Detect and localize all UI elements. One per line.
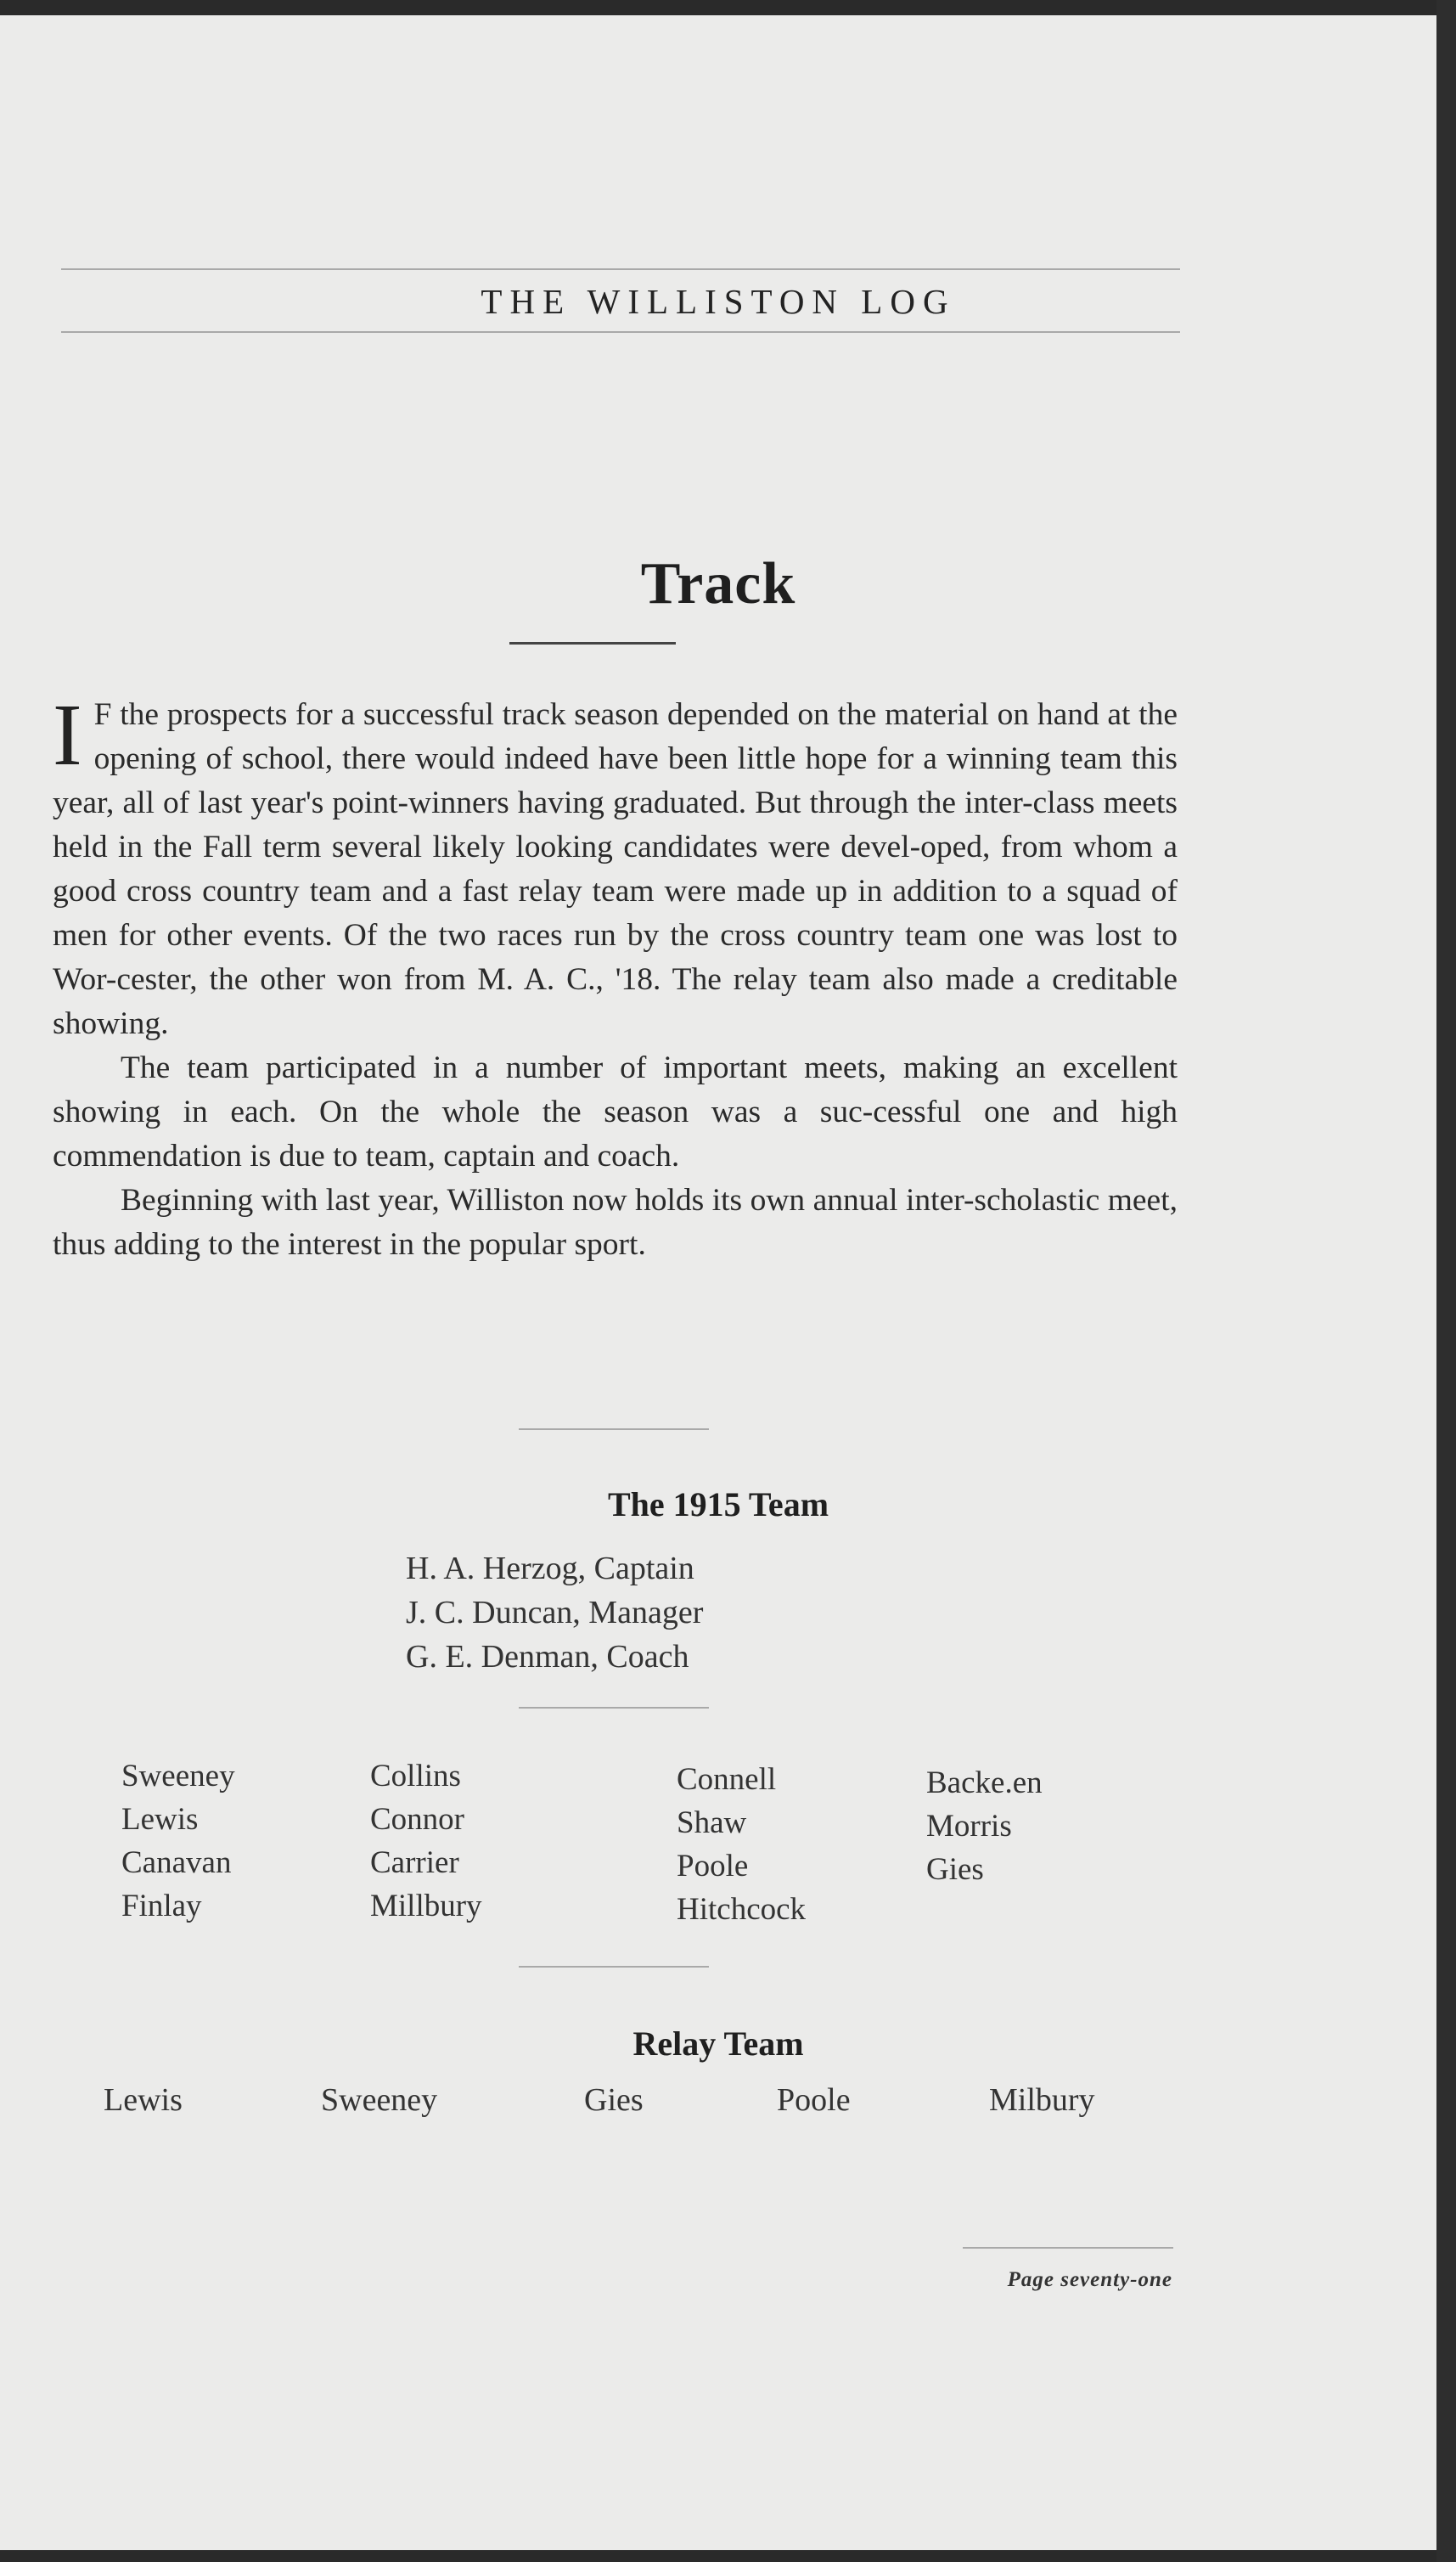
drop-cap: I xyxy=(53,686,82,784)
roster-name: Connell xyxy=(677,1762,777,1797)
roster-name: Sweeney xyxy=(121,1759,235,1793)
header-bottom-rule xyxy=(61,331,1180,333)
page-title: Track xyxy=(640,551,796,617)
relay-member: Gies xyxy=(584,2082,644,2118)
binding-edge xyxy=(1436,0,1456,2562)
roster-name: Carrier xyxy=(370,1845,459,1880)
staff-coach: G. E. Denman, Coach xyxy=(406,1639,689,1675)
roster-name: Morris xyxy=(926,1809,1012,1844)
roster-column-3 xyxy=(677,1758,806,1931)
roster-name: Backe.en xyxy=(926,1765,1043,1800)
paragraph-2: The team participated in a number of important meets, making an excellent showing in each. On the whole the season was a suc-cessful one and high commendation is due to team, captain and coach. xyxy=(53,1050,1178,1174)
relay-member: Lewis xyxy=(104,2082,183,2118)
relay-member: Sweeney xyxy=(321,2082,438,2118)
roster-name: Connor xyxy=(370,1802,464,1837)
relay-heading: Relay Team xyxy=(632,2024,804,2063)
roster-name: Gies xyxy=(926,1852,984,1887)
paragraph-1 xyxy=(53,686,1178,1046)
paragraph-3: Beginning with last year, Williston now holds its own annual inter-scholastic meet, thus adding to the interest in the popular sport. xyxy=(53,1183,1178,1262)
roster-column-1 xyxy=(121,1754,235,1928)
roster-name: Collins xyxy=(370,1759,461,1793)
roster-name: Millbury xyxy=(370,1889,482,1923)
page xyxy=(0,15,1436,2550)
staff-manager: J. C. Duncan, Manager xyxy=(406,1595,704,1630)
roster-name: Lewis xyxy=(121,1802,199,1837)
roster-name: Poole xyxy=(677,1849,749,1883)
footer-rule xyxy=(963,2247,1173,2249)
roster-name: Finlay xyxy=(121,1889,202,1923)
relay-member: Poole xyxy=(777,2082,851,2118)
roster-name: Shaw xyxy=(677,1805,747,1840)
roster-column-4 xyxy=(926,1761,1043,1891)
article-body xyxy=(53,686,1178,1267)
title-underline xyxy=(509,642,676,645)
roster-name: Canavan xyxy=(121,1845,232,1880)
team-heading: The 1915 Team xyxy=(607,1485,829,1523)
page-number: Page seventy-one xyxy=(1007,2268,1172,2291)
roster-name: Hitchcock xyxy=(677,1892,807,1927)
paragraph-1-text: F the prospects for a successful track season depended on the material on hand at the opening of school, there would indeed have been little hope for a winning team this year, all of last year's point-winners having graduated. But through the inter-class meets held in the Fall term several likely looking candidates were devel-oped, from whom a good cross country team and a fast relay team were made up in addition to a squad of men for other events. Of the two races run by the cross country team one was lost to Wor-cester, the other won from M. A. C., '18. The relay team also made a creditable showing. xyxy=(53,697,1178,1041)
staff-captain: H. A. Herzog, Captain xyxy=(406,1551,694,1586)
running-head: THE WILLISTON LOG xyxy=(481,282,956,321)
header-top-rule xyxy=(61,268,1180,270)
section-divider-3 xyxy=(519,1966,709,1968)
section-divider-1 xyxy=(519,1428,709,1430)
team-staff xyxy=(406,1546,703,1679)
section-divider-2 xyxy=(519,1707,709,1709)
relay-member: Milbury xyxy=(989,2082,1095,2118)
roster-column-2 xyxy=(370,1754,482,1928)
